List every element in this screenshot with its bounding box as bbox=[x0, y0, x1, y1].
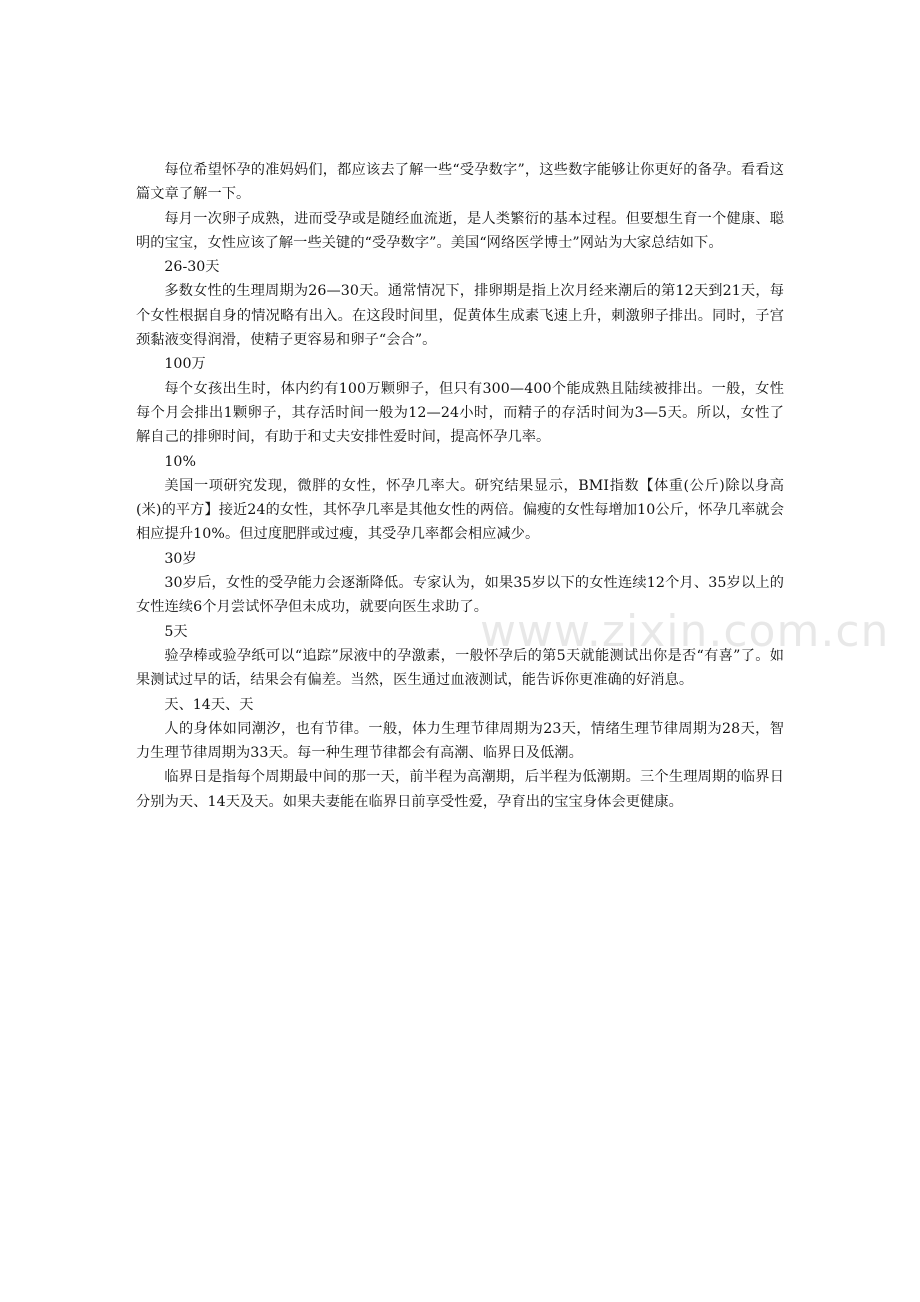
age-paragraph: 30岁后，女性的受孕能力会逐渐降低。专家认为，如果35岁以下的女性连续12个月、35岁以上的女性连续6个月尝试怀孕但未成功，就要向医生求助了。 bbox=[136, 575, 784, 616]
section-heading-cycle-days: 26-30天 bbox=[164, 259, 220, 276]
watermark: www.zixin.com.cn bbox=[480, 606, 890, 657]
section-heading-test-days: 5天 bbox=[164, 623, 188, 640]
section-heading-age: 30岁 bbox=[164, 550, 197, 567]
cycle-days-paragraph: 多数女性的生理周期为26—30天。通常情况下，排卵期是指上次月经来潮后的第12天到21天，每个女性根据自身的情况略有出入。在这段时间里，促黄体生成素飞速上升，刺激卵子排出。同时，子宫颈黏液变得润滑，使精子更容易和卵子“会合”。 bbox=[136, 283, 784, 349]
test-days-paragraph: 验孕棒或验孕纸可以“追踪”尿液中的孕激素，一般怀孕后的第5天就能测试出你是否“有喜”了。如果测试过早的话，结果会有偏差。当然，医生通过血液测试，能告诉你更准确的好消息。 bbox=[136, 647, 784, 689]
rhythm-paragraph: 人的身体如同潮汐，也有节律。一般，体力生理节律周期为23天，情绪生理节律周期为28天，智力生理节律周期为33天。每一种生理节律都会有高潮、临界日及低潮。 bbox=[136, 720, 784, 762]
egg-count-paragraph: 每个女孩出生时，体内约有100万颗卵子，但只有300—400个能成熟且陆续被排出。一般，女性每个月会排出1颗卵子，其存活时间一般为12—24小时，而精子的存活时间为3—5天。所以，女性了解自己的排卵时间，有助于和丈夫安排性爱时间，提高怀孕几率。 bbox=[136, 380, 784, 446]
section-heading-rhythm: 天、14天、天 bbox=[164, 696, 254, 713]
overview-paragraph: 每月一次卵子成熟，进而受孕或是随经血流逝，是人类繁衍的基本过程。但要想生育一个健康、聪明的宝宝，女性应该了解一些关键的“受孕数字”。美国“网络医学博士”网站为大家总结如下。 bbox=[136, 210, 784, 251]
percentage-paragraph: 美国一项研究发现，微胖的女性，怀孕几率大。研究结果显示，BMI指数【体重(公斤)除以身高(米)的平方】接近24的女性，其怀孕几率是其他女性的两倍。偏瘦的女性每增加10公斤，怀孕几率就会相应提升10%。但过度肥胖或过瘦，其受孕几率都会相应减少。 bbox=[136, 477, 784, 543]
section-heading-percentage: 10% bbox=[164, 453, 196, 470]
intro-paragraph: 每位希望怀孕的准妈妈们，都应该去了解一些“受孕数字”，这些数字能够让你更好的备孕。看看这篇文章了解一下。 bbox=[136, 162, 784, 203]
critical-day-paragraph: 临界日是指每个周期最中间的那一天，前半程为高潮期，后半程为低潮期。三个生理周期的临界日分别为天、14天及天。如果夫妻能在临界日前享受性爱，孕育出的宝宝身体会更健康。 bbox=[136, 769, 784, 810]
document-body bbox=[136, 158, 784, 814]
section-heading-egg-count: 100万 bbox=[164, 356, 206, 373]
